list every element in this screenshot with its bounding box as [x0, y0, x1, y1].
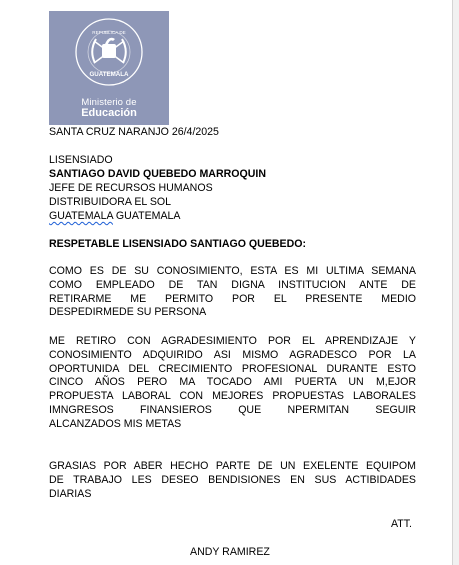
paragraph-line: RETIRARME ME PERMITO POR EL PRESENTE MEDIO: [49, 292, 416, 305]
paragraph-line: ME RETIRO CON AGRADESIMIENTO POR EL APRENDIZAJE Y: [49, 335, 416, 347]
ministry-line-1: Ministerio de: [81, 97, 137, 108]
paragraph-line: GRASIAS POR ABER HECHO PARTE DE UN EXELENTE EQUIPOM: [49, 460, 416, 472]
ministry-logo: [49, 11, 169, 125]
paragraph-line: DIARIAS: [49, 487, 92, 500]
page-edge: [452, 0, 459, 565]
coat-of-arms-icon: [49, 11, 169, 97]
recipient-title: LISENSIADO: [49, 154, 113, 166]
recipient-company: DISTRIBUIDORA EL SOL: [49, 196, 172, 208]
recipient-city-b: GUATEMALA: [112, 210, 181, 222]
paragraph-line: CINCO AÑOS PERO MA TOCADO AMI PUERTA UN M,EJOR: [49, 376, 416, 389]
paragraph-line: CONOSIMIENTO ADQUIRIDO ASI MISMO AGRADESCO POR LA: [49, 348, 416, 361]
salutation: RESPETABLE LISENSIADO SANTIAGO QUEBEDO:: [49, 238, 307, 250]
paragraph-line: DESPEDIRMEDE SU PERSONA: [49, 306, 207, 319]
place-date: SANTA CRUZ NARANJO 26/4/2025: [49, 126, 219, 138]
seal-text-bottom: GUATEMALA: [89, 71, 129, 78]
signature: ANDY RAMIREZ: [190, 546, 270, 558]
recipient-city: [49, 210, 180, 223]
recipient-city-a: GUATEMALA: [49, 210, 113, 222]
ministry-line-2: Educación: [81, 107, 137, 119]
recipient-name: SANTIAGO DAVID QUEBEDO MARROQUIN: [49, 168, 266, 180]
paragraph-2: [49, 335, 416, 432]
paragraph-3: [49, 460, 416, 501]
recipient-position: JEFE DE RECURSOS HUMANOS: [49, 182, 213, 194]
paragraph-line: PROPUESTA LABORAL CON MEJORES PROPUESTAS LABORALES: [49, 390, 416, 403]
paragraph-line: COMO ES DE SU CONOSIMIENTO, ESTA ES MI ULTIMA SEMANA: [49, 265, 416, 277]
paragraph-line: ALCANZADOS MIS METAS: [49, 417, 182, 430]
seal-text-top: REPUBLICA DE: [92, 30, 126, 35]
paragraph-line: IMNGRESOS FINANSIEROS QUE NPERMITAN SEGUIR: [49, 403, 416, 416]
paragraph-line: DE TRABAJO LES DESEO BENDISIONES EN SUS ACTIBIDADES: [49, 473, 416, 486]
closing: ATT.: [391, 518, 412, 530]
paragraph-line: OPORTUNIDA DEL CRECIMIENTO PROFESIONAL DURANTE ESTO: [49, 362, 416, 375]
paragraph-1: [49, 265, 416, 320]
paragraph-line: COMO EMPLEADO DE TAN DIGNA INSTITUCION ANTE DE: [49, 278, 416, 291]
